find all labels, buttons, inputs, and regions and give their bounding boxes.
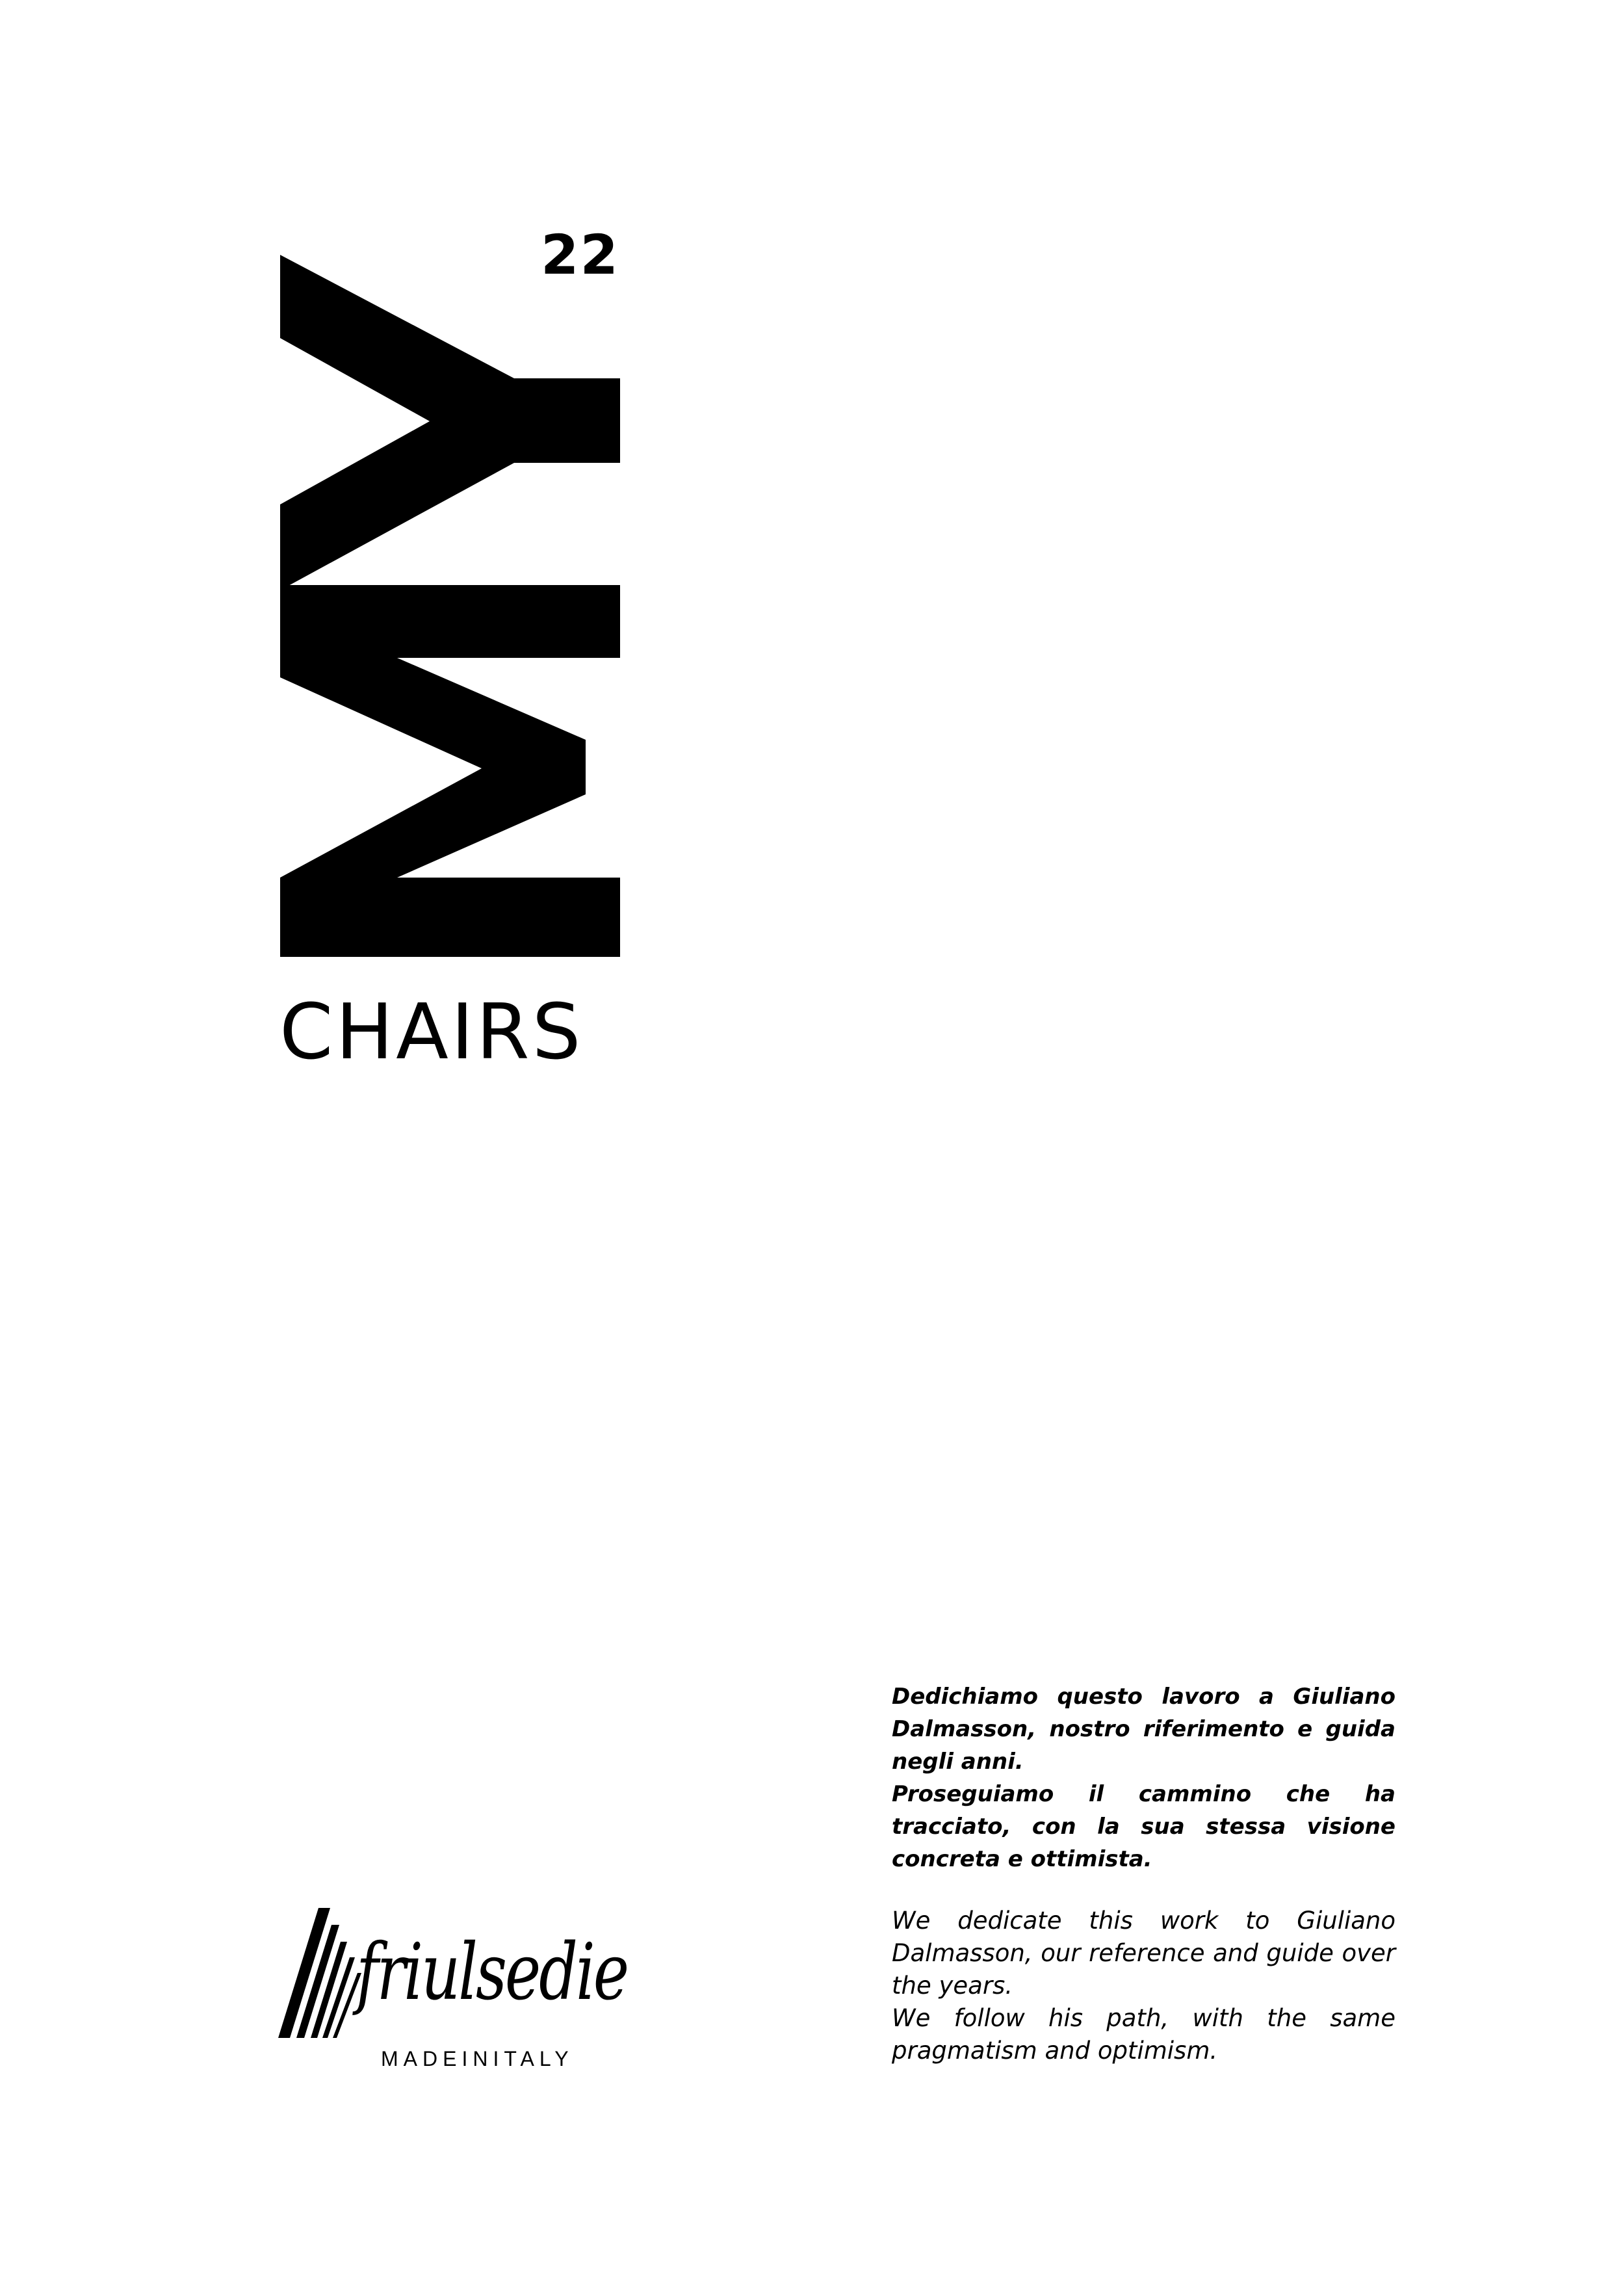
friulsedie-logo xyxy=(278,1908,629,2122)
wordmark-letter-y xyxy=(280,255,620,590)
logo-brand-name: friulsedie xyxy=(356,1927,628,2018)
my-wordmark xyxy=(280,255,621,957)
dedication-italian-2: Proseguiamo il cammino che ha tracciato, con la sua stessa visione concreta e ottimista. xyxy=(892,1781,1396,1872)
my-wordmark-graphic xyxy=(280,255,621,957)
dedication-english-1: We dedicate this work to Giuliano Dalmasson, our reference and guide over the years. xyxy=(892,1907,1396,2000)
dedication-english-2: We follow his path, with the same pragmatism and optimism. xyxy=(892,2004,1396,2065)
edition-number: 22 xyxy=(541,223,619,287)
dedication-text xyxy=(892,1680,1396,2067)
wordmark-letter-m xyxy=(280,585,620,957)
logo-tagline: MADEINITALY xyxy=(381,2047,574,2070)
catalog-subtitle: CHAIRS xyxy=(279,987,584,1076)
dedication-italian-1: Dedichiamo questo lavoro a Giuliano Dalmasson, nostro riferimento e guida negli anni. xyxy=(892,1684,1396,1775)
